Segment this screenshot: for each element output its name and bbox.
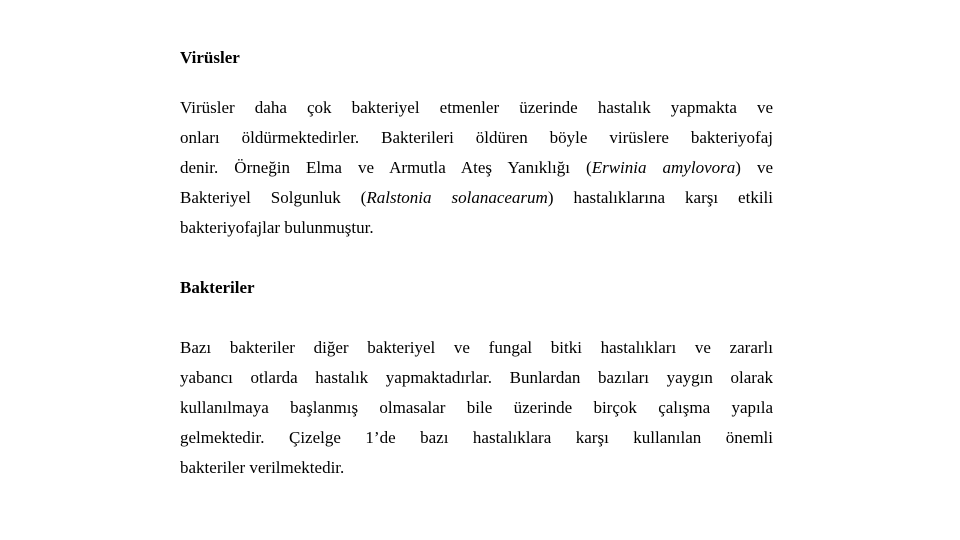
heading-virusler: Virüsler <box>180 48 240 67</box>
paragraph-line <box>180 183 773 213</box>
text-segment: ) hastalıklarına karşı etkili <box>547 188 773 207</box>
paragraph-line: Bazı bakteriler diğer bakteriyel ve fungal bitki hastalıkları ve zararlı <box>180 338 773 357</box>
paragraph-line: yabancı otlarda hastalık yapmaktadırlar. Bunlardan bazıları yaygın olarak <box>180 368 773 387</box>
paragraph-line <box>180 153 773 183</box>
species-name-ralstonia: Ralstonia solanacearum <box>366 188 548 207</box>
paragraph-line: bakteriyofajlar bulunmuştur. <box>180 218 374 237</box>
paragraph-virusler <box>180 93 773 243</box>
species-name-erwinia: Erwinia amylovora <box>591 158 736 177</box>
paragraph-line: kullanılmaya başlanmış olmasalar bile üzerinde birçok çalışma yapıla <box>180 398 773 417</box>
paragraph-line: Virüsler daha çok bakteriyel etmenler üzerinde hastalık yapmakta ve <box>180 98 773 117</box>
text-segment: denir. Örneğin Elma ve Armutla Ateş Yanıklığı ( <box>180 158 592 177</box>
text-segment: Bakteriyel Solgunluk ( <box>180 188 367 207</box>
paragraph-line: gelmektedir. Çizelge 1’de bazı hastalıklara karşı kullanılan önemli <box>180 428 773 447</box>
paragraph-line: bakteriler verilmektedir. <box>180 458 345 477</box>
paragraph-bakteriler <box>180 333 773 483</box>
heading-bakteriler: Bakteriler <box>180 278 255 297</box>
text-segment: ) ve <box>735 158 773 177</box>
paragraph-line: onları öldürmektedirler. Bakterileri öldüren böyle virüslere bakteriyofaj <box>180 128 773 147</box>
